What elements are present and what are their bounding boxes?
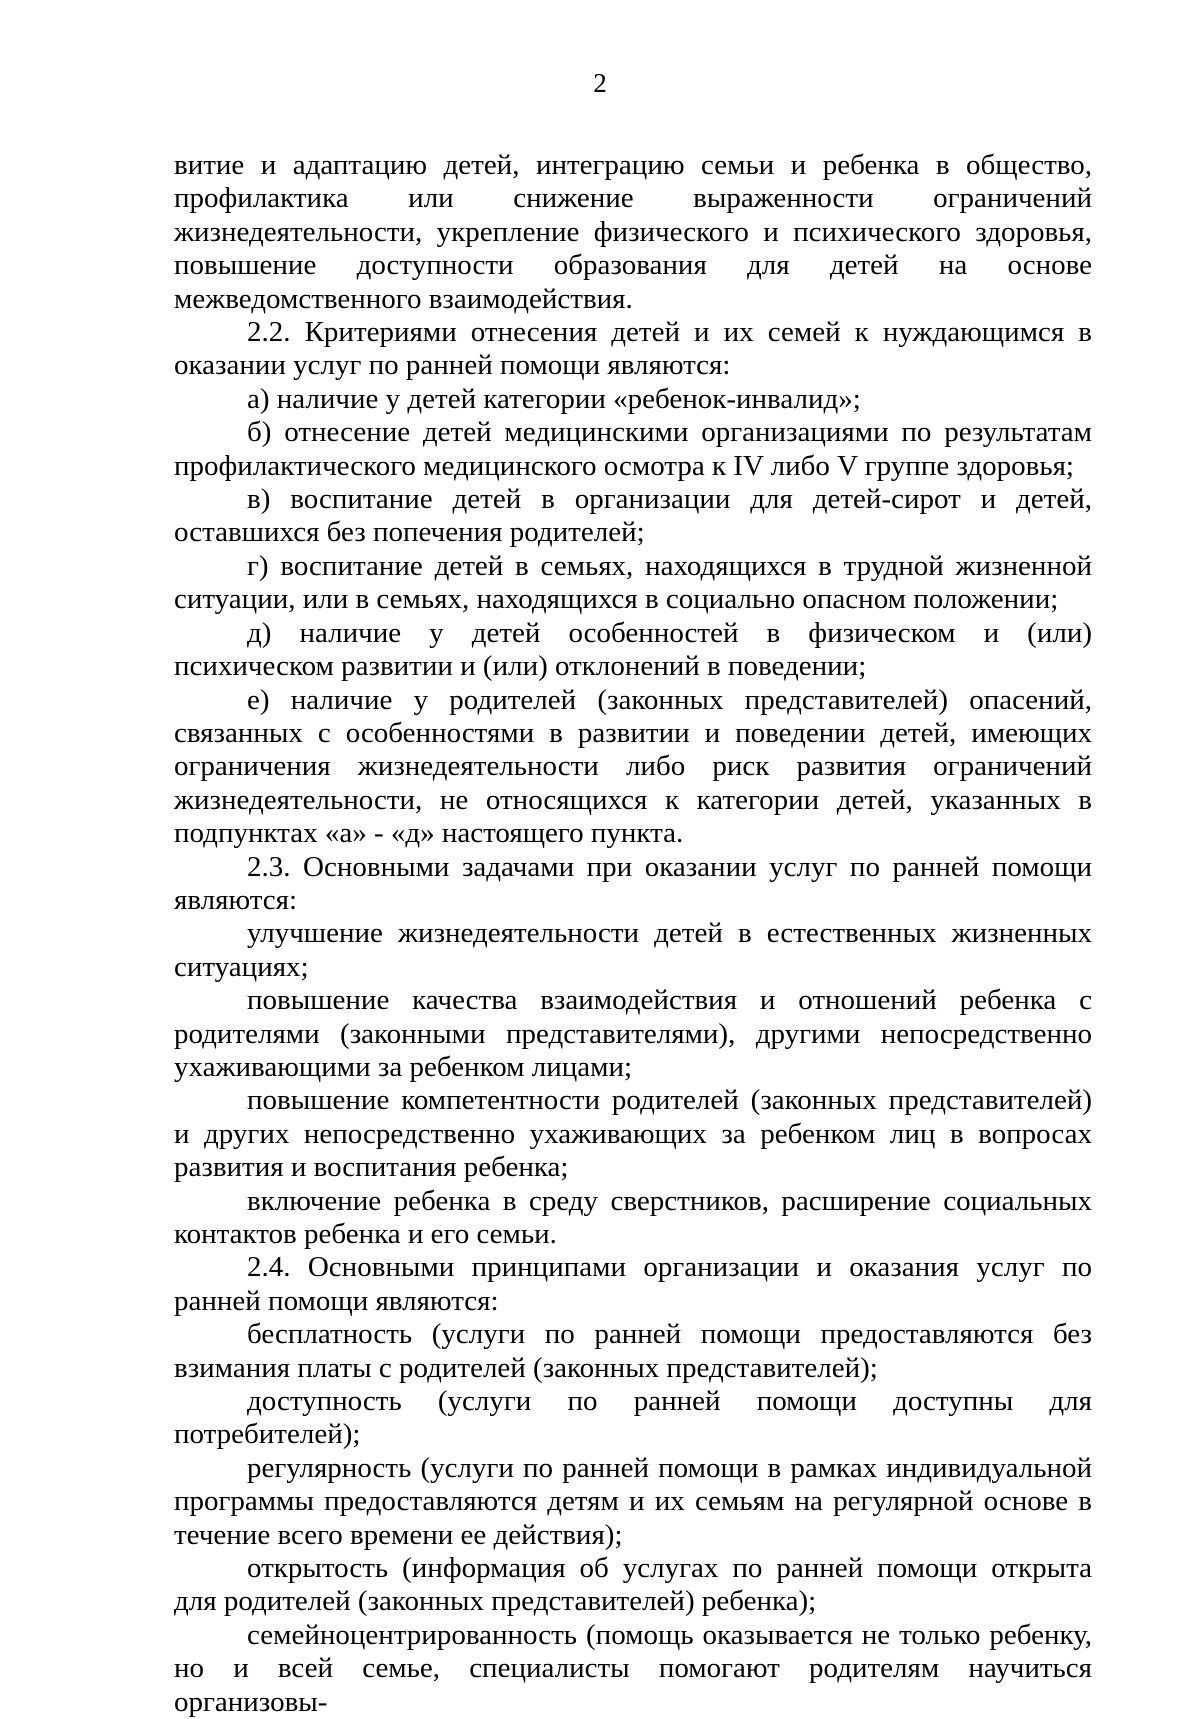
paragraph: регулярность (услуги по ранней помощи в рамках индивидуальной программы предоставляются детям и их семьям на регулярной основе в течение всего времени ее действия); bbox=[174, 1451, 1092, 1551]
paragraph: повышение качества взаимодействия и отношений ребенка с родителями (законными представителями), другими непосредственно ухаживающими за ребенком лицами; bbox=[174, 984, 1092, 1083]
paragraph: б) отнесение детей медицинскими организациями по результатам профилактического медицинского осмотра к IV либо V группе здоровья; bbox=[174, 416, 1092, 482]
paragraph: семейноцентрированность (помощь оказывается не только ребенку, но и всей семье, специалисты помогают родителям научиться организовы- bbox=[174, 1618, 1092, 1718]
paragraph: включение ребенка в среду сверстников, расширение социальных контактов ребенка и его семьи. bbox=[174, 1184, 1092, 1250]
paragraph: 2.4. Основными принципами организации и оказания услуг по ранней помощи являются: bbox=[174, 1251, 1092, 1317]
paragraph: бесплатность (услуги по ранней помощи предоставляются без взимания платы с родителей (законных представителей); bbox=[174, 1318, 1092, 1384]
paragraph: улучшение жизнедеятельности детей в естественных жизненных ситуациях; bbox=[174, 917, 1092, 983]
page-number: 2 bbox=[593, 68, 607, 98]
paragraph: открытость (информация об услугах по ранней помощи открыта для родителей (законных представителей) ребенка); bbox=[174, 1552, 1092, 1618]
paragraph: доступность (услуги по ранней помощи доступны для потребителей); bbox=[174, 1385, 1092, 1451]
paragraph: витие и адаптацию детей, интеграцию семьи и ребенка в общество, профилактика или снижение выраженности ограничений жизнедеятельности, укрепление физического и психического здоровья, повышение доступности образования для детей на основе межведомственного взаимодействия. bbox=[174, 149, 1092, 315]
paragraph: 2.3. Основными задачами при оказании услуг по ранней помощи являются: bbox=[174, 850, 1092, 916]
document-body bbox=[174, 149, 1092, 1719]
paragraph: в) воспитание детей в организации для детей-сирот и детей, оставшихся без попечения родителей; bbox=[174, 483, 1092, 549]
paragraph: е) наличие у родителей (законных представителей) опасений, связанных с особенностями в развитии и поведении детей, имеющих ограничения жизнедеятельности либо риск развития ограничений жизнедеятельности, не относящихся к категории детей, указанных в подпунктах «а» - «д» настоящего пункта. bbox=[174, 683, 1092, 850]
paragraph: д) наличие у детей особенностей в физическом и (или) психическом развитии и (или) отклонений в поведении; bbox=[174, 616, 1092, 683]
paragraph: повышение компетентности родителей (законных представителей) и других непосредственно ухаживающих за ребенком лиц в вопросах развития и воспитания ребенка; bbox=[174, 1084, 1092, 1184]
paragraph: 2.2. Критериями отнесения детей и их семей к нуждающимся в оказании услуг по ранней помощи являются: bbox=[174, 316, 1092, 382]
paragraph: г) воспитание детей в семьях, находящихся в трудной жизненной ситуации, или в семьях, находящихся в социально опасном положении; bbox=[174, 549, 1092, 616]
paragraph: а) наличие у детей категории «ребенок-инвалид»; bbox=[247, 382, 861, 415]
